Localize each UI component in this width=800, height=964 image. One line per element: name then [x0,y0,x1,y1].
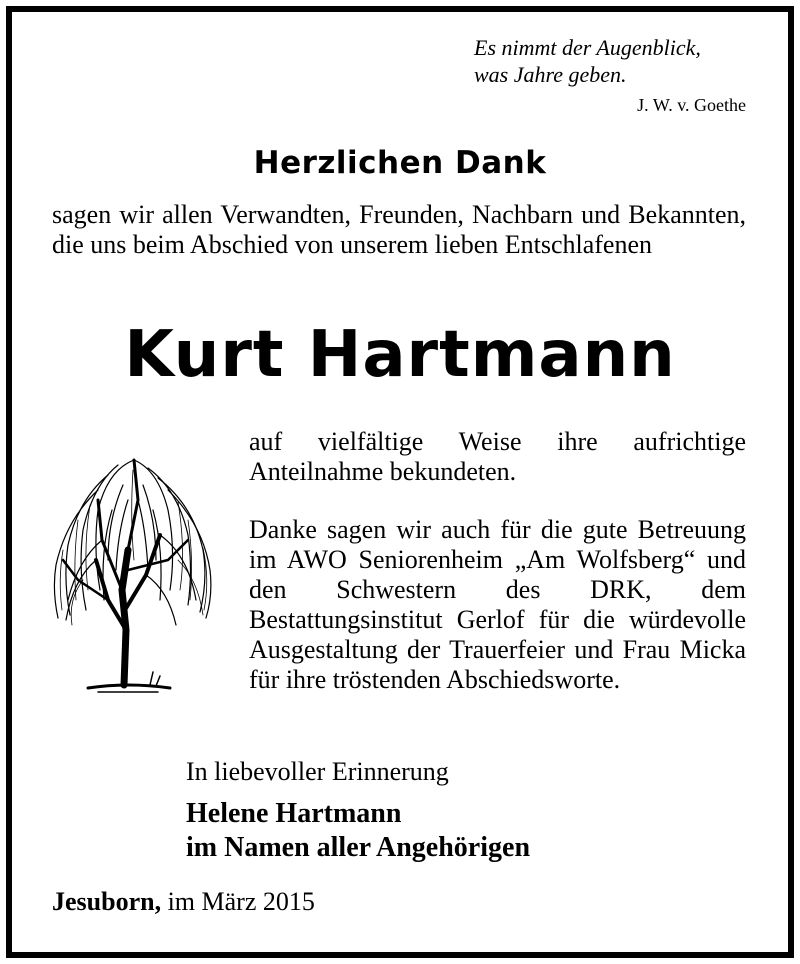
memory-line: In liebevoller Erinnerung [186,757,449,786]
place-date-text: im März 2015 [167,887,315,916]
weeping-willow-tree-icon [38,440,218,700]
signer-block [186,797,530,865]
deceased-name: Kurt Hartmann [124,318,676,392]
quote-line-2: was Jahre geben. [474,62,627,87]
signer-relation: im Namen aller Angehörigen [186,832,531,863]
signer-name: Helene Hartmann [186,798,402,829]
condolence-paragraph: auf vielfältige Weise ihre aufrichtige Anteilnahme bekundeten. [249,427,746,486]
quote-author: J. W. v. Goethe [637,95,746,115]
place-date [52,887,315,917]
place-town: Jesuborn, [52,887,162,916]
thanks-heading: Herzlichen Dank [253,145,547,181]
intro-paragraph: sagen wir allen Verwandten, Freunden, Nachbarn und Bekannten, die uns beim Abschied von unserem lieben Entschlafenen [52,200,746,259]
quote-line-1: Es nimmt der Augenblick, [474,35,701,60]
thanks-paragraph: Danke sagen wir auch für die gute Betreuung im AWO Seniorenheim „Am Wolfsberg“ und den Schwestern des DRK, dem Bestattungsinstitut Gerlof für die würdevolle Ausgestaltung der Trauerfeier und Frau Micka für ihre tröstenden Abschiedsworte. [249,515,746,694]
goethe-quote [474,34,754,88]
